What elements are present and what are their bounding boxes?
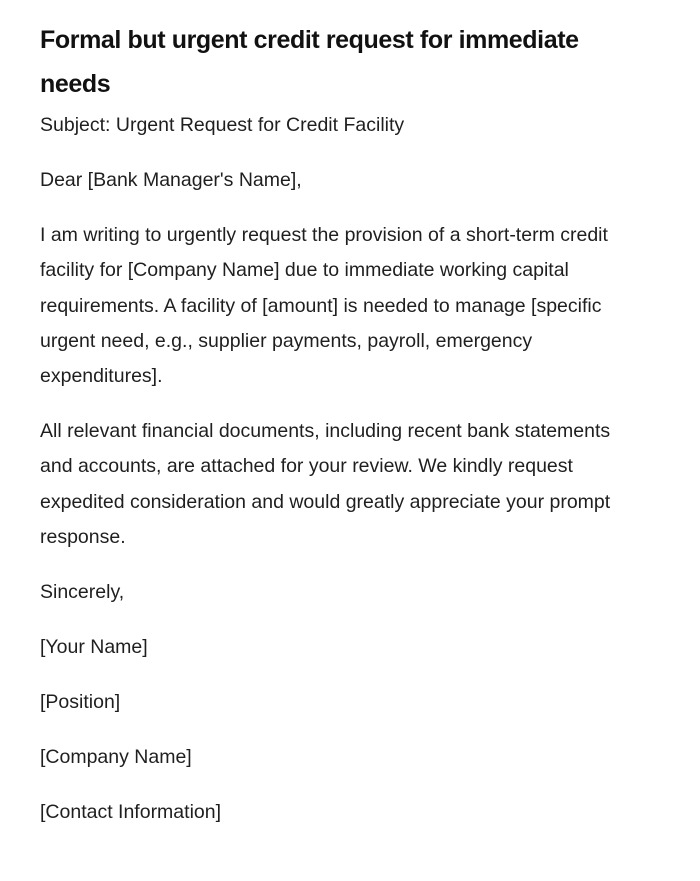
signature-name: [Your Name] bbox=[40, 636, 148, 658]
body-paragraph-request: I am writing to urgently request the provision of a short-term credit facility for [Company Name] due to immediate working capital requirements. A facility of [amount] is needed to manage [specific urgent need, e.g., supplier payments, payroll, emergency expenditures]. bbox=[40, 223, 608, 388]
salutation: Dear [Bank Manager's Name], bbox=[40, 168, 302, 191]
letter-document bbox=[40, 18, 640, 850]
subject-line: Subject: Urgent Request for Credit Facility bbox=[40, 114, 405, 136]
signature-company: [Company Name] bbox=[40, 745, 192, 768]
document-title: Formal but urgent credit request for immediate needs bbox=[40, 26, 579, 98]
signature-contact: [Contact Information] bbox=[40, 800, 222, 823]
signature-position: [Position] bbox=[40, 690, 121, 713]
closing: Sincerely, bbox=[40, 581, 125, 604]
body-paragraph-documents: All relevant financial documents, including recent bank statements and accounts, are attached for your review. We kindly request expedited consideration and would greatly appreciate your prompt response. bbox=[40, 420, 611, 549]
